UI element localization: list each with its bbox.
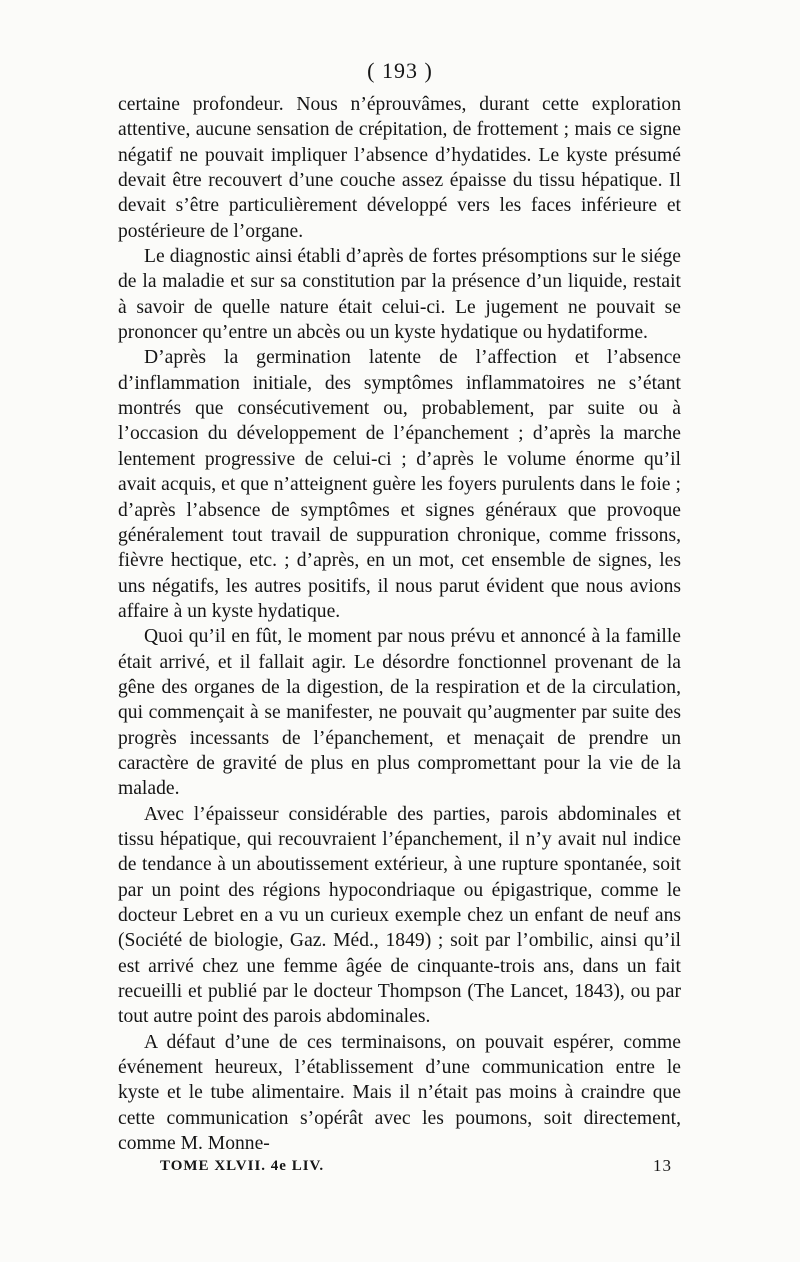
volume-signature: TOME XLVII. 4e LIV. (160, 1158, 325, 1174)
paragraph-1: certaine profondeur. Nous n’éprouvâmes, durant cette exploration attentive, aucune sensation de crépitation, de frottement ; mais ce signe négatif ne pouvait impliquer l’absence d’hydatides. Le kyste présumé devait être recouvert d’une couche assez épaisse du tissu hépatique. Il devait s’être particulièrement développé vers les faces inférieure et postérieure de l’organe. (118, 94, 681, 242)
paragraph-4: Quoi qu’il en fût, le moment par nous prévu et annoncé à la famille était arrivé, et il fallait agir. Le désordre fonctionnel provenant de la gêne des organes de la digestion, de la respiration et de la circulation, qui commençait à se manifester, ne pouvait qu’augmenter par suite des progrès incessants de l’épanchement, et menaçait de prendre un caractère de gravité de plus en plus compromettant pour la vie de la malade. (118, 626, 681, 800)
paragraph-6: A défaut d’une de ces terminaisons, on pouvait espérer, comme événement heureux, l’établissement d’une communication entre le kyste et le tube alimentaire. Mais il n’était pas moins à craindre que cette communication s’opérât avec les poumons, soit directement, comme M. Monne- (118, 1031, 681, 1155)
page-number: ( 193 ) (367, 58, 433, 83)
paragraph-5: Avec l’épaisseur considérable des parties, parois abdominales et tissu hépatique, qui recouvraient l’épanchement, il n’y avait nul indice de tendance à un aboutissement extérieur, à une rupture spontanée, soit par un point des régions hypocondriaque ou épigastrique, comme le docteur Lebret en a vu un curieux exemple chez un enfant de neuf ans (Société de biologie, Gaz. Méd., 1849) ; soit par l’ombilic, ainsi qu’il est arrivé chez une femme âgée de cinquante-trois ans, dans un fait recueilli et publié par le docteur Thompson (The Lancet, 1843), ou par tout autre point des parois abdominales. (118, 803, 681, 1028)
body-text (118, 92, 681, 1156)
paragraph-2: Le diagnostic ainsi établi d’après de fortes présomptions sur le siége de la maladie et sur sa constitution par la présence d’un liquide, restait à savoir de quelle nature était celui-ci. Le jugement ne pouvait se prononcer qu’entre un abcès ou un kyste hydatique ou hydatiforme. (118, 246, 681, 344)
sheet-number: 13 (653, 1156, 672, 1175)
paragraph-3: D’après la germination latente de l’affection et l’absence d’inflammation initiale, des symptômes inflammatoires ne s’étant montrés que consécutivement ou, probablement, par suite ou à l’occasion du développement de l’épanchement ; d’après la marche lentement progressive de celui-ci ; d’après le volume énorme qu’il avait acquis, et que n’atteignent guère les foyers purulents dans le foie ; d’après l’absence de symptômes et signes généraux que provoque généralement tout travail de suppuration chronique, comme frissons, fièvre hectique, etc. ; d’après, en un mot, cet ensemble de signes, les uns négatifs, les autres positifs, il nous parut évident que nous avions affaire à un kyste hydatique. (118, 347, 681, 622)
